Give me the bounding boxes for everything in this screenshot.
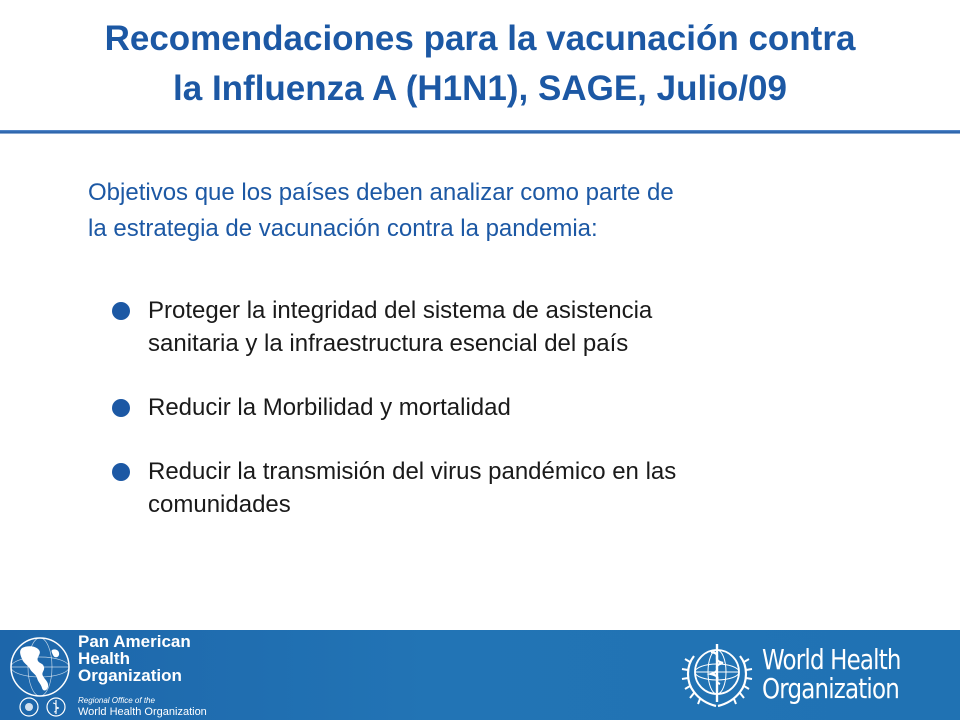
list-item-line: sanitaria y la infraestructura esencial del país [148,330,629,357]
paho-name-line: Organization [78,666,182,685]
intro-line-2: la estrategia de vacunación contra la pandemia: [88,215,598,242]
paho-name-line: Pan American [78,632,191,651]
intro-line-1: Objetivos que los países deben analizar como parte de [88,179,674,206]
paho-regional-office: Regional Office of the [78,696,155,705]
title-divider [0,130,960,134]
list-item [110,455,890,521]
who-name-line: World Health [762,643,901,676]
list-item-line: comunidades [148,491,291,518]
slide-title-line-2: la Influenza A (H1N1), SAGE, Julio/09 [173,69,787,108]
list-item-line: Reducir la Morbilidad y mortalidad [148,394,511,421]
list-item-line: Proteger la integridad del sistema de asistencia [148,297,653,324]
list-item [110,391,890,424]
who-name-line: Organization [762,672,899,705]
slide-title [0,14,960,114]
objectives-list [110,294,890,521]
bullet-icon [112,399,130,417]
slide-title-line-1: Recomendaciones para la vacunación contra [104,19,856,58]
globe-americas-icon [8,636,72,698]
bullet-icon [112,463,130,481]
intro-text [88,175,888,247]
list-item-line: Reducir la transmisión del virus pandémico en las [148,458,677,485]
footer-bar [0,630,960,720]
who-emblem-icon [676,634,758,716]
paho-regional-org: World Health Organization [78,706,207,718]
list-item [110,294,890,360]
bullet-icon [112,302,130,320]
who-name [762,645,901,703]
paho-name-line: Health [78,649,130,668]
paho-seals-icon [18,696,74,718]
paho-name [78,633,191,684]
